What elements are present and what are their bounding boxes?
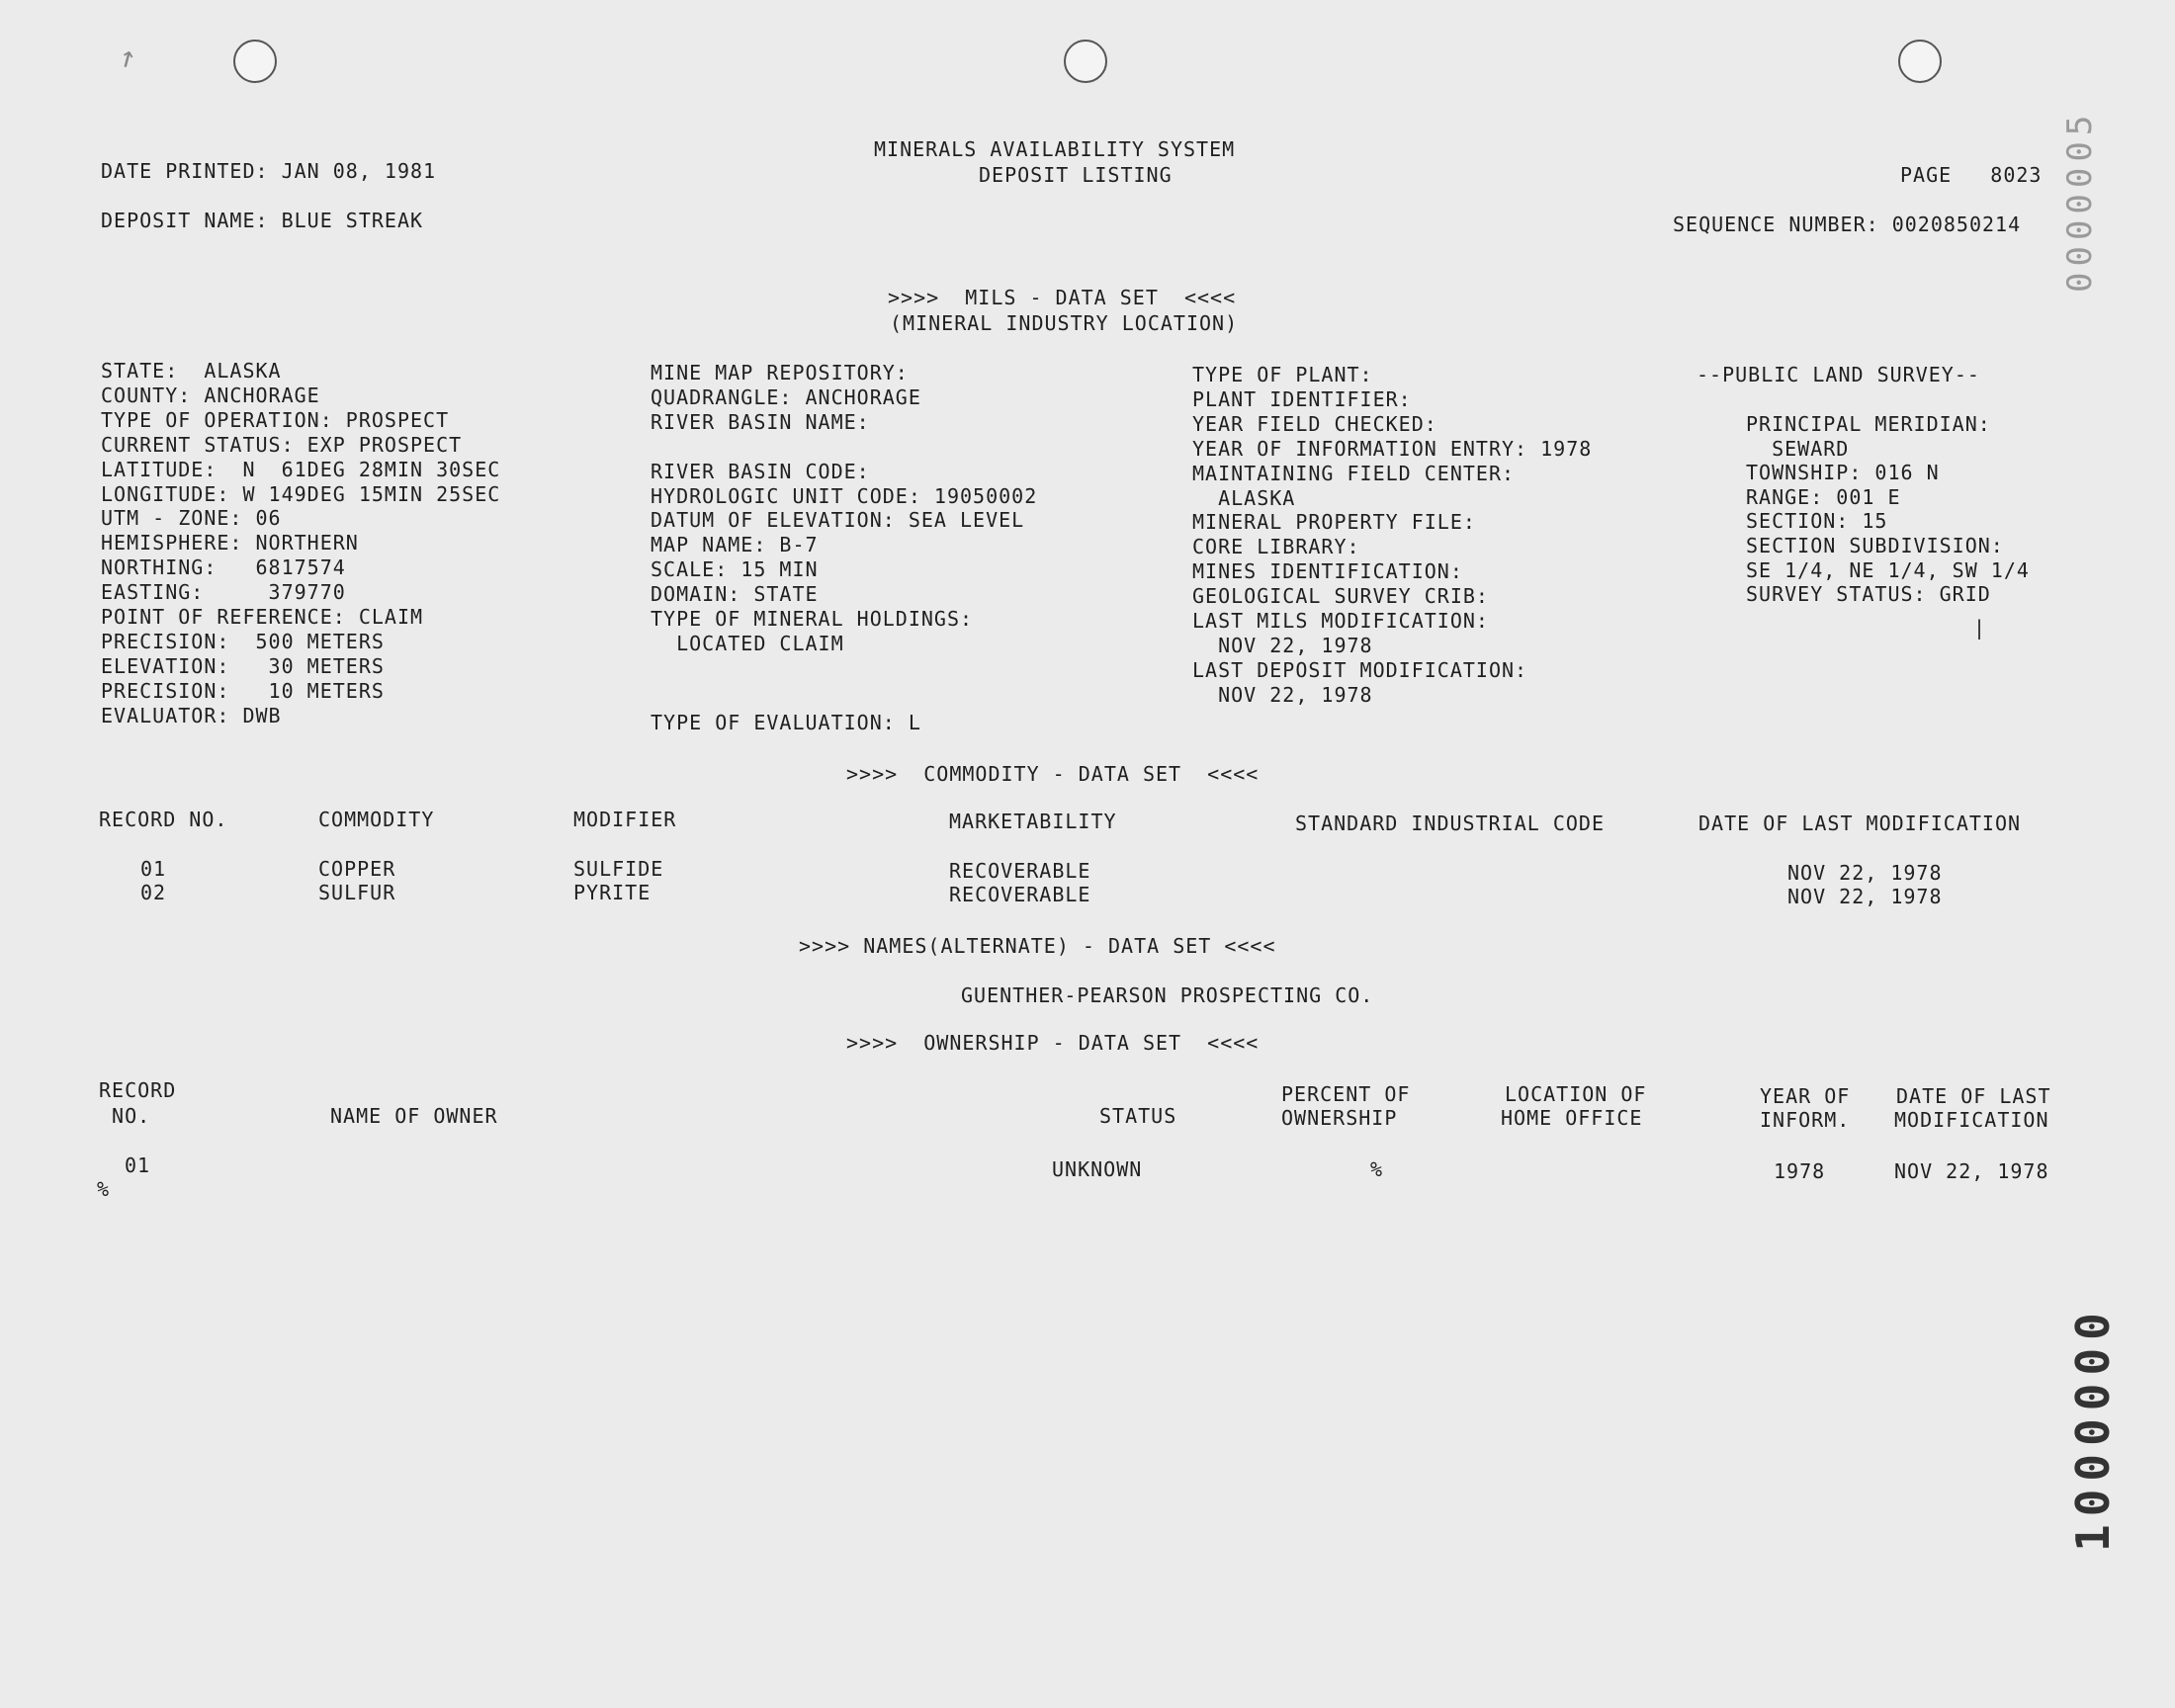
binder-hole-left (233, 40, 277, 83)
mils-field: PRECISION: 10 METERS (101, 678, 385, 703)
page-number: PAGE 8023 (1900, 163, 2043, 187)
ownership-year: 1978 (1774, 1159, 1826, 1183)
mils-field: RIVER BASIN NAME: (651, 409, 870, 434)
mils-title: >>>> MILS - DATA SET <<<< (888, 286, 1237, 309)
commodity-date: NOV 22, 1978 (1787, 885, 1943, 908)
survey-field: TOWNSHIP: 016 N (1746, 461, 1940, 485)
mils-field: DOMAIN: STATE (651, 582, 819, 607)
ownership-header-percent: PERCENT OF (1281, 1082, 1411, 1106)
commodity-header-modifier: MODIFIER (573, 808, 677, 831)
commodity-marketability: RECOVERABLE (949, 883, 1091, 906)
survey-field: PRINCIPAL MERIDIAN: (1746, 412, 1991, 436)
margin-stamp-top: 0000005 (2060, 109, 2100, 293)
mils-field: DATUM OF ELEVATION: SEA LEVEL (651, 508, 1025, 533)
ownership-header-date-2: MODIFICATION (1894, 1108, 2049, 1132)
commodity-header-sic: STANDARD INDUSTRIAL CODE (1295, 811, 1605, 835)
ownership-header-location-2: HOME OFFICE (1501, 1106, 1643, 1130)
commodity-modifier: PYRITE (573, 881, 652, 904)
ownership-title: >>>> OWNERSHIP - DATA SET <<<< (846, 1031, 1260, 1055)
tick-mark: | (1973, 616, 1987, 640)
survey-field: RANGE: 001 E (1746, 484, 1901, 509)
system-title: MINERALS AVAILABILITY SYSTEM (874, 137, 1236, 161)
commodity-record: 01 (140, 857, 167, 881)
ownership-percent: % (1370, 1157, 1384, 1181)
ownership-header-record: RECORD (99, 1078, 177, 1102)
pen-mark: ↗ (109, 37, 142, 77)
mils-field: NOV 22, 1978 (1192, 682, 1373, 707)
mils-field: ALASKA (1192, 485, 1296, 510)
ownership-header-location: LOCATION OF (1505, 1082, 1647, 1106)
mils-field: QUADRANGLE: ANCHORAGE (651, 384, 921, 409)
mils-field: EVALUATOR: DWB (101, 703, 282, 727)
mils-field: COUNTY: ANCHORAGE (101, 383, 320, 407)
names-title: >>>> NAMES(ALTERNATE) - DATA SET <<<< (799, 934, 1276, 958)
mils-field: MINERAL PROPERTY FILE: (1192, 510, 1476, 535)
mils-field: SCALE: 15 MIN (651, 557, 819, 582)
mils-field: STATE: ALASKA (101, 359, 282, 383)
survey-field: SECTION: 15 (1746, 509, 1888, 534)
ownership-header-date: DATE OF LAST (1896, 1084, 2051, 1108)
mils-field: YEAR OF INFORMATION ENTRY: 1978 (1192, 436, 1593, 461)
binder-hole-center (1064, 40, 1107, 83)
mils-field: LATITUDE: N 61DEG 28MIN 30SEC (101, 457, 501, 481)
mils-field: GEOLOGICAL SURVEY CRIB: (1192, 584, 1489, 609)
ownership-header-percent-2: OWNERSHIP (1281, 1106, 1398, 1130)
ownership-header-year: YEAR OF (1760, 1084, 1851, 1108)
mils-field: ELEVATION: 30 METERS (101, 653, 385, 678)
ownership-header-year-2: INFORM. (1760, 1108, 1851, 1132)
ownership-header-name: NAME OF OWNER (330, 1104, 498, 1128)
ownership-status: UNKNOWN (1052, 1157, 1143, 1181)
mils-field: PRECISION: 500 METERS (101, 629, 385, 653)
mils-field: YEAR FIELD CHECKED: (1192, 411, 1437, 436)
survey-field: SECTION SUBDIVISION: (1746, 534, 2004, 557)
mils-field: MINE MAP REPOSITORY: (651, 361, 909, 384)
mils-field: UTM - ZONE: 06 (101, 506, 282, 531)
mils-field: LAST DEPOSIT MODIFICATION: (1192, 657, 1528, 682)
commodity-name: COPPER (318, 857, 396, 881)
mils-field: TYPE OF OPERATION: PROSPECT (101, 407, 450, 432)
mils-field: CORE LIBRARY: (1192, 535, 1360, 559)
listing-title: DEPOSIT LISTING (979, 163, 1173, 187)
survey-field: SEWARD (1746, 436, 1850, 461)
mils-field: LONGITUDE: W 149DEG 15MIN 25SEC (101, 481, 501, 506)
mils-field: PLANT IDENTIFIER: (1192, 386, 1412, 411)
date-printed: DATE PRINTED: JAN 08, 1981 (101, 159, 437, 183)
mils-field: MAINTAINING FIELD CENTER: (1192, 461, 1516, 485)
margin-stamp-bottom: 1000000 (2066, 1305, 2120, 1552)
alternate-name: GUENTHER-PEARSON PROSPECTING CO. (961, 983, 1374, 1007)
commodity-modifier: SULFIDE (573, 857, 664, 881)
mils-field: MINES IDENTIFICATION: (1192, 559, 1463, 584)
commodity-header-commodity: COMMODITY (318, 808, 435, 831)
commodity-header-marketability: MARKETABILITY (949, 810, 1117, 833)
survey-field: SURVEY STATUS: GRID (1746, 582, 1991, 607)
mils-field: NORTHING: 6817574 (101, 555, 346, 580)
ownership-header-status: STATUS (1099, 1104, 1177, 1128)
commodity-header-record: RECORD NO. (99, 808, 228, 831)
mils-field: HYDROLOGIC UNIT CODE: 19050002 (651, 483, 1038, 508)
mils-field: MAP NAME: B-7 (651, 533, 819, 557)
commodity-title: >>>> COMMODITY - DATA SET <<<< (846, 762, 1260, 786)
commodity-date: NOV 22, 1978 (1787, 861, 1943, 885)
commodity-marketability: RECOVERABLE (949, 859, 1091, 883)
mils-field: LOCATED CLAIM (651, 631, 844, 655)
ownership-record: 01 (125, 1153, 151, 1177)
mils-field: NOV 22, 1978 (1192, 633, 1373, 657)
mils-field: EASTING: 379770 (101, 580, 346, 605)
mils-field: TYPE OF PLANT: (1192, 363, 1373, 386)
mils-field: CURRENT STATUS: EXP PROSPECT (101, 432, 463, 457)
mils-field: RIVER BASIN CODE: (651, 459, 870, 483)
mils-subtitle: (MINERAL INDUSTRY LOCATION) (890, 311, 1239, 335)
mils-field: TYPE OF MINERAL HOLDINGS: (651, 607, 974, 631)
commodity-name: SULFUR (318, 881, 396, 904)
commodity-record: 02 (140, 881, 167, 904)
sequence-number: SEQUENCE NUMBER: 0020850214 (1673, 213, 2022, 236)
ownership-footer-mark: % (97, 1177, 111, 1201)
mils-field: POINT OF REFERENCE: CLAIM (101, 605, 424, 629)
binder-hole-right (1898, 40, 1942, 83)
public-land-survey-title: --PUBLIC LAND SURVEY-- (1696, 363, 1980, 386)
mils-field: HEMISPHERE: NORTHERN (101, 531, 359, 555)
ownership-header-record-no: NO. (99, 1104, 151, 1128)
commodity-header-date: DATE OF LAST MODIFICATION (1698, 811, 2022, 835)
deposit-name: DEPOSIT NAME: BLUE STREAK (101, 209, 424, 232)
ownership-date: NOV 22, 1978 (1894, 1159, 2049, 1183)
survey-field: SE 1/4, NE 1/4, SW 1/4 (1746, 557, 2030, 582)
mils-field: LAST MILS MODIFICATION: (1192, 609, 1489, 633)
type-of-evaluation: TYPE OF EVALUATION: L (651, 711, 921, 734)
